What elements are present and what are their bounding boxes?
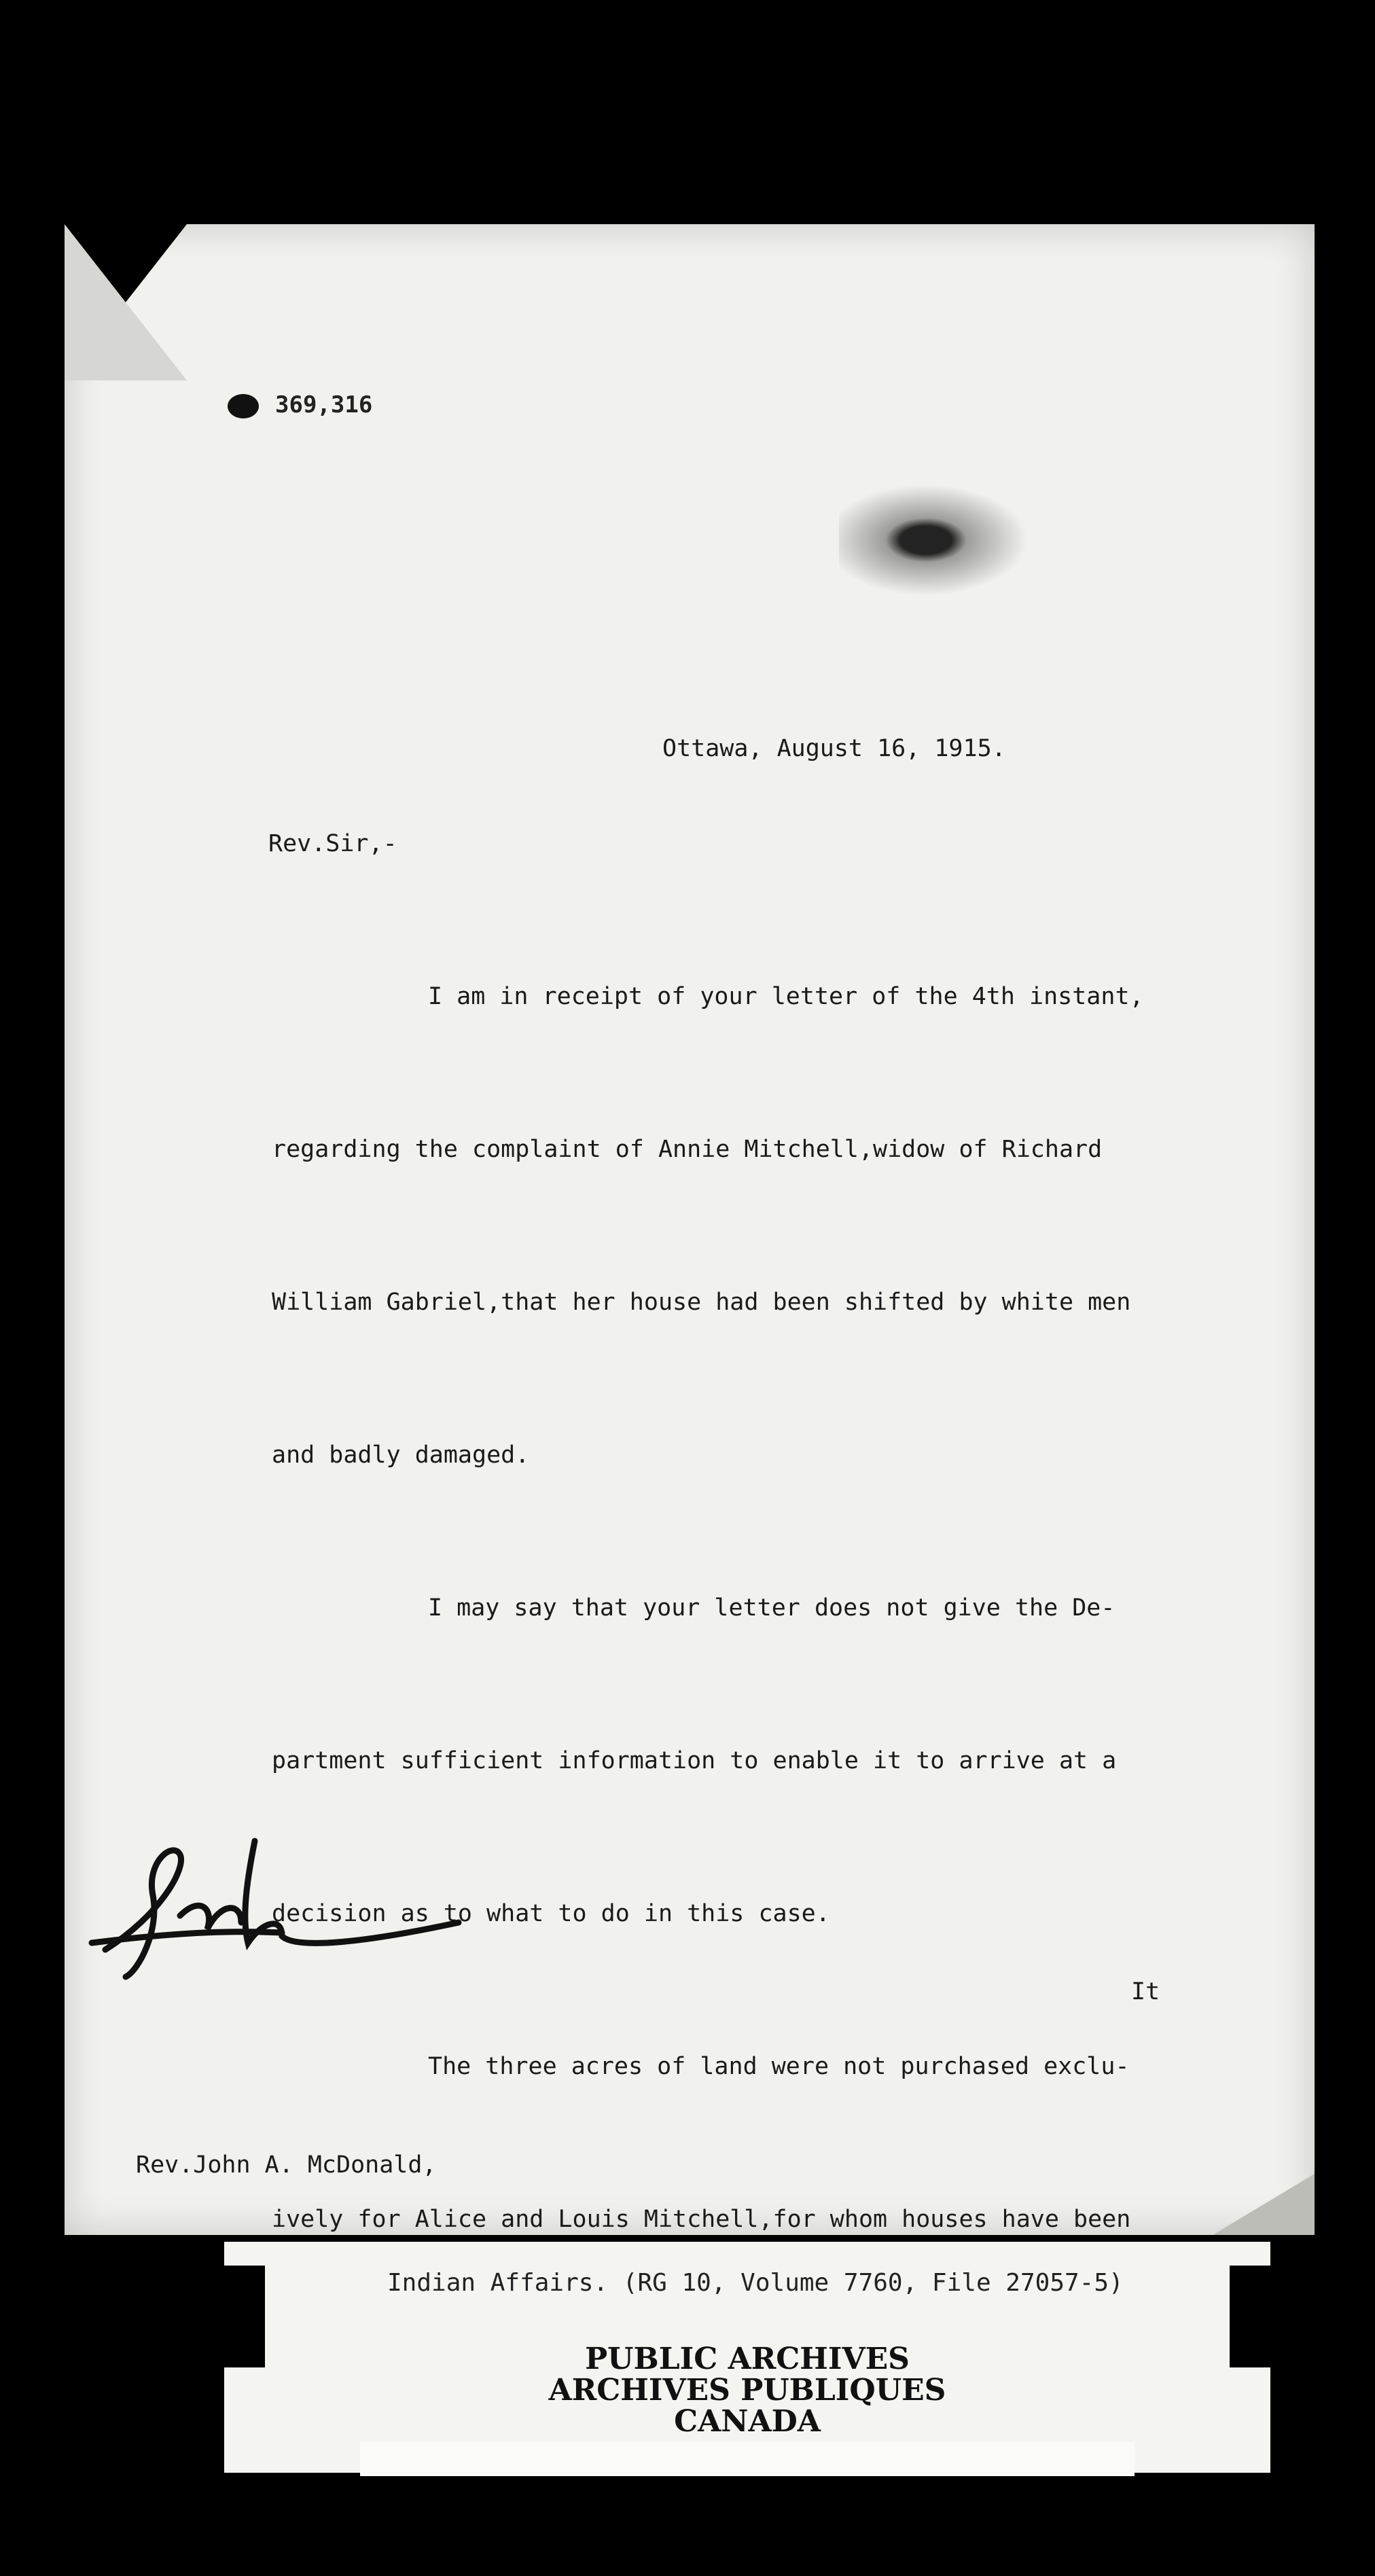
folded-corner-flap xyxy=(65,224,187,380)
archive-reference: Indian Affairs. (RG 10, Volume 7760, File 27057-5) xyxy=(387,2269,1124,2297)
archive-name-english: PUBLIC ARCHIVES xyxy=(585,2342,910,2376)
salutation: Rev.Sir,- xyxy=(268,830,397,857)
archive-country: CANADA xyxy=(674,2404,821,2439)
signature-icon xyxy=(78,1814,513,1990)
address-line: Rev.John A. McDonald, xyxy=(136,2151,437,2179)
body-line: William Gabriel,that her house had been shifted by white men xyxy=(272,1289,1131,1316)
letter-body xyxy=(272,870,1173,2235)
recipient-address xyxy=(136,2038,622,2235)
archive-label xyxy=(224,2242,1270,2473)
body-line: decision as to what to do in this case. xyxy=(272,1900,830,1927)
date-line: Ottawa, August 16, 1915. xyxy=(662,735,1006,762)
torn-corner xyxy=(1213,2174,1315,2235)
ink-blot-icon xyxy=(228,394,259,418)
body-line: partment sufficient information to enable it to arrive at a xyxy=(272,1747,1117,1774)
file-number: 369,316 xyxy=(275,391,373,418)
body-line: and badly damaged. xyxy=(272,1442,530,1469)
body-line: I may say that your letter does not give the De- xyxy=(428,1594,1115,1622)
body-line: The three acres of land were not purchased exclu- xyxy=(428,2053,1130,2080)
archive-name-french: ARCHIVES PUBLIQUES xyxy=(548,2373,946,2408)
body-line: ively for Alice and Louis Mitchell,for whom houses have been xyxy=(272,2206,1131,2233)
body-line: regarding the complaint of Annie Mitchell,widow of Richard xyxy=(272,1136,1103,1163)
ink-smudge xyxy=(839,469,1056,611)
body-line: I am in receipt of your letter of the 4th instant, xyxy=(428,983,1144,1010)
page-continuation: It xyxy=(1131,1978,1160,2005)
label-bottom-strip xyxy=(360,2442,1135,2476)
letter-page xyxy=(65,224,1315,2235)
